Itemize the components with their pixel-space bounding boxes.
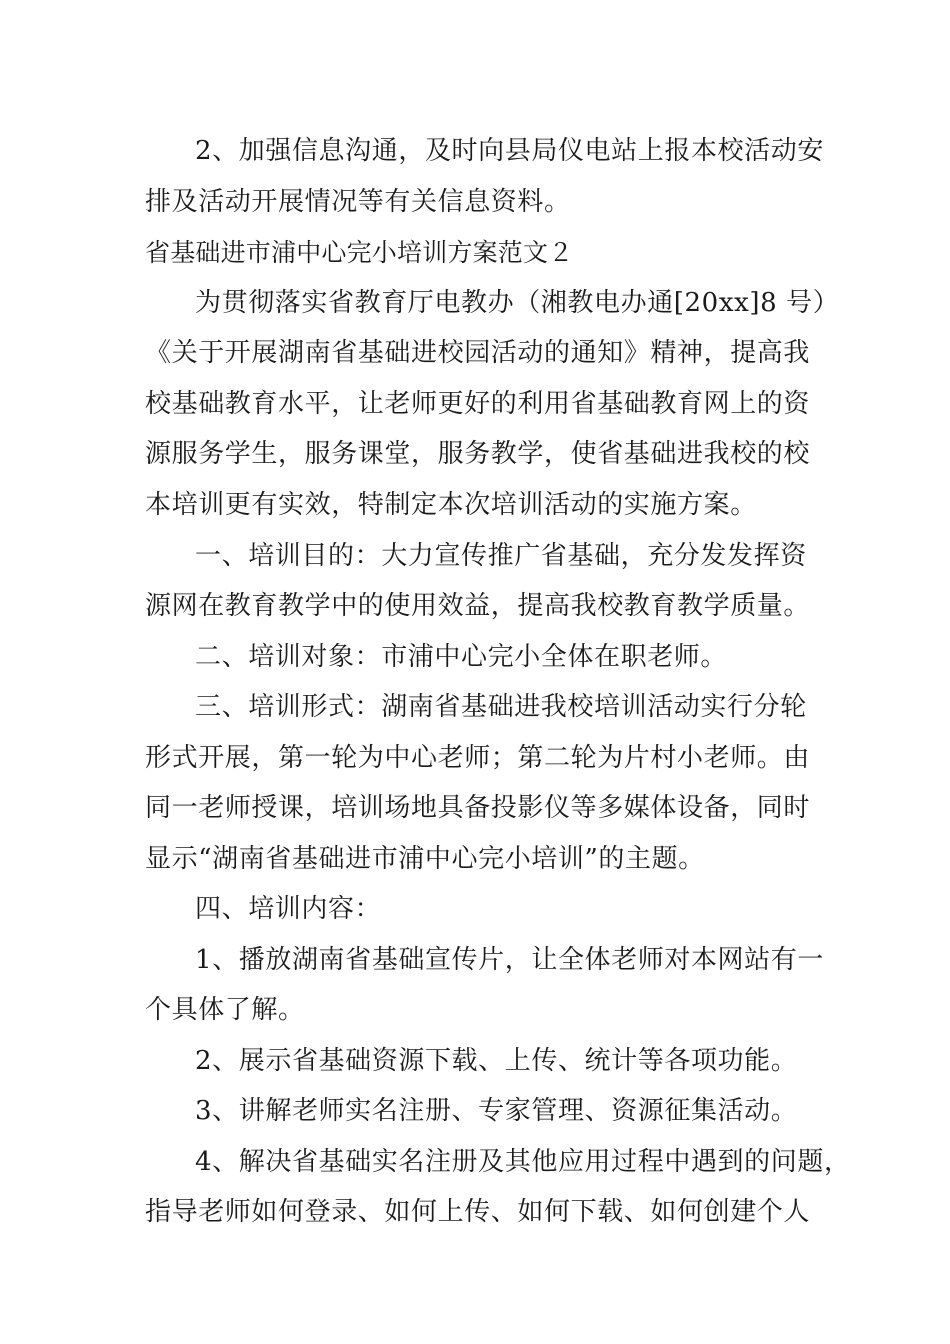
paragraph-line: 二、培训对象：市浦中心完小全体在职老师。 <box>195 642 728 672</box>
paragraph-line: 2、展示省基础资源下载、上传、统计等各项功能。 <box>195 1046 798 1076</box>
paragraph-line: 显示“湖南省基础进市浦中心完小培训”的主题。 <box>145 844 705 874</box>
paragraph-line: 源网在教育教学中的使用效益，提高我校教育教学质量。 <box>145 591 811 621</box>
paragraph-line: 个具体了解。 <box>145 995 305 1025</box>
paragraph-line: 排及活动开展情况等有关信息资料。 <box>145 187 571 217</box>
paragraph-line: 形式开展，第一轮为中心老师；第二轮为片村小老师。由 <box>145 743 811 773</box>
paragraph-line: 校基础教育水平，让老师更好的利用省基础教育网上的资 <box>145 389 811 419</box>
paragraph-line: 1、播放湖南省基础宣传片，让全体老师对本网站有一 <box>195 945 824 975</box>
paragraph-line: 2、加强信息沟通，及时向县局仪电站上报本校活动安 <box>195 136 824 166</box>
paragraph-line: 3、讲解老师实名注册、专家管理、资源征集活动。 <box>195 1096 798 1126</box>
paragraph-line: 为贯彻落实省教育厅电教办（湘教电办通[20xx]8 号） <box>195 288 840 318</box>
paragraph-line: 4、解决省基础实名注册及其他应用过程中遇到的问题， <box>195 1147 851 1177</box>
paragraph-line: 三、培训形式：湖南省基础进我校培训活动实行分轮 <box>195 692 807 722</box>
paragraph-line: 四、培训内容： <box>195 894 382 924</box>
section-heading: 省基础进市浦中心完小培训方案范文２ <box>145 238 574 267</box>
paragraph-line: 本培训更有实效，特制定本次培训活动的实施方案。 <box>145 490 757 520</box>
paragraph-line: 一、培训目的：大力宣传推广省基础，充分发发挥资 <box>195 541 807 571</box>
paragraph-line: 同一老师授课，培训场地具备投影仪等多媒体设备，同时 <box>145 793 811 823</box>
paragraph-line: 指导老师如何登录、如何上传、如何下载、如何创建个人 <box>145 1197 811 1227</box>
paragraph-line: 《关于开展湖南省基础进校园活动的通知》精神，提高我 <box>145 338 811 368</box>
paragraph-line: 源服务学生，服务课堂，服务教学，使省基础进我校的校 <box>145 439 811 469</box>
